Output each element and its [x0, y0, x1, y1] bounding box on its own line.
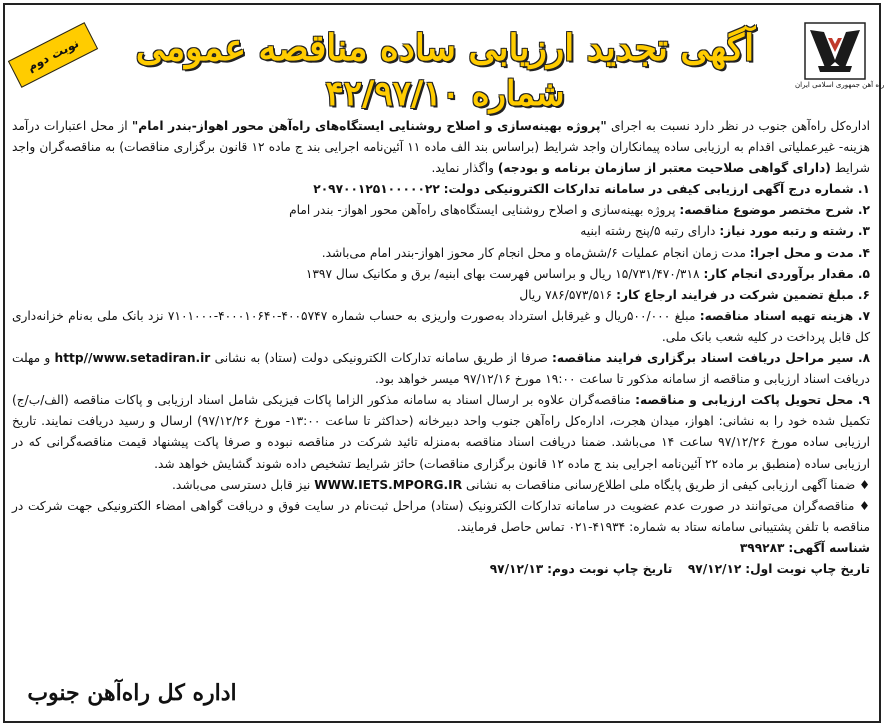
item-7: ۷. هزینه تهیه اسناد مناقصه: مبلغ ۵۰۰/۰۰۰ریال و غیرقابل استرداد به‌صورت واریزی به حساب شماره ۴۰۰۵۷۴۷-۴۰۰۰۱۰۶۴۰-۷۱۰۱۰۰۰ نزد بانک ملی به‌نام خزانه‌داری کل قابل پرداخت در کلیه شعب بانک ملی.: [12, 308, 871, 344]
item-4: ۴. مدت و محل اجرا: مدت زمان انجام عملیات ۶/شش‌ماه و محل انجام کار محوز اهواز-بندر امام می‌باشد.: [321, 245, 870, 260]
intro-text-3: واگذار نماید.: [431, 161, 494, 176]
ad-title: آگهی تجدید ارزیابی ساده مناقصه عمومی: [135, 27, 755, 69]
issuer-signature: اداره کل راه‌آهن جنوب: [27, 680, 237, 706]
print-dates: تاریخ چاپ نوبت اول: ۹۷/۱۲/۱۲ تاریخ چاپ نوبت دوم: ۹۷/۱۲/۱۳: [489, 561, 870, 576]
ad-identifier: شناسه آگهی: ۳۹۹۲۸۳: [739, 540, 870, 555]
item-3: ۳. رشته و رتبه مورد نیاز: دارای رتبه ۵/پنج رشته ابنیه: [580, 224, 870, 239]
note-2: ♦ مناقصه‌گران می‌توانند در صورت عدم عضویت در سامانه تدارکات الکترونیک (ستاد) مراحل ثبت‌نام در سایت فوق و دریافت گواهی امضاء الکترونیکی جهت شرکت در مناقصه با تلفن پشتیبانی سامانه ستاد به شماره: ۴۱۹۳۴-۰۲۱ تماس حاصل فرمایند.: [12, 498, 870, 534]
item-8: ۸. سیر مراحل دریافت اسناد برگزاری فرایند مناقصه: صرفا از طریق سامانه تدارکات الکترونیکی دولت (ستاد) به نشانی http//www.setadiran.ir و مهلت دریافت اسناد ارزیابی و مناقصه از سامانه مذکور تا ساعت ۱۹:۰۰ مورخ ۹۷/۱۲/۱۶ میسر خواهد بود.: [12, 351, 871, 387]
project-name: "پروژه بهینه‌سازی و اصلاح روشنایی ایستگاه‌های راه‌آهن محور اهواز-بندر امام": [131, 119, 607, 133]
ad-body: [12, 116, 870, 580]
item-2: ۲. شرح مختصر موضوع مناقصه: پروژه بهینه‌سازی و اصلاح روشنایی ایستگاه‌های راه‌آهن محور اهواز- بندر امام: [289, 203, 870, 218]
item-6: ۶. مبلغ تضمین شرکت در فرایند ارجاع کار: ۷۸۶/۵۷۳/۵۱۶ ریال: [519, 287, 870, 302]
setad-link[interactable]: http//www.setadiran.ir: [54, 351, 211, 366]
item-9: ۹. محل تحویل پاکت ارزیابی و مناقصه: مناقصه‌گران علاوه بر ارسال اسناد به سامانه مذکور الزاما پاکات فیزیکی شامل اسناد ارزیابی و پاکات مناقصه (الف/ب/ج) تکمیل شده خود را به نشانی: اهواز، میدان هجرت، اداره‌کل راه‌آهن جنوب واحد دبیرخانه (حداکثر تا ساعت ۱۳:۰۰- مورخ ۹۷/۱۲/۲۶) ارسال و رسید دریافت نمایند. تاریخ ارزیابی ساده مورخ ۹۷/۱۲/۲۶ ساعت ۱۴ می‌باشد. ضمنا دریافت اسناد مناقصه به‌منزله تائید شرکت در مناقصه نبوده و صرفا پاکت پیشنهاد قیمت مناقصه‌گرانی که در ارزیابی ساده (منطبق بر ماده ۲۲ آئین‌نامه اجرایی بند ج ماده ۱۲ قانون برگزاری مناقصات) حائز شرایط تشخیص داده شوند گشایش خواهد شد.: [12, 393, 871, 471]
intro-text: اداره‌کل راه‌آهن جنوب در نظر دارد نسبت به اجرای: [611, 119, 871, 133]
intro-text-2: از محل اعتبارات درآمد هزینه- غیرعملیاتی اقدام به ارزیابی ساده پیمانکاران واجد شرایط (براساس بند الف ماده ۱۱ آئین‌نامه اجرایی بند ج ماده ۱۲ قانون برگزاری مناقصات) به مناقصه‌گران واجد شرایط: [12, 119, 870, 176]
ad-number: شماره ۴۲/۹۷/۱۰: [325, 74, 565, 114]
second-print-badge: نوبت دوم: [8, 22, 98, 88]
logo-caption: راه آهن جمهوری اسلامی ایران: [795, 81, 884, 89]
item-1: ۱. شماره درج آگهی ارزیابی کیفی در سامانه تدارکات الکترونیکی دولت: ۲۰۹۷۰۰۱۲۵۱۰۰۰۰۰۲۲: [313, 182, 870, 197]
item-5: ۵. مقدار برآوردی انجام کار: ۱۵/۷۳۱/۴۷۰/۳۱۸ ریال و براساس فهرست بهای ابنیه/ برق و مکانیک سال ۱۳۹۷: [305, 266, 870, 281]
organization-logo: [795, 22, 884, 98]
note-1: ♦ ضمنا آگهی ارزیابی کیفی از طریق پایگاه ملی اطلاع‌رسانی مناقصات به نشانی WWW.IETS.MPORG.IR نیز قابل دسترسی می‌باشد.: [172, 477, 870, 492]
intro-paragraph: [12, 116, 870, 179]
iets-link[interactable]: WWW.IETS.MPORG.IR: [314, 477, 463, 492]
setad-registration-number: ۲۰۹۷۰۰۱۲۵۱۰۰۰۰۰۲۲: [313, 182, 440, 197]
certificate-requirement: (دارای گواهی صلاحیت معتبر از سازمان برنامه و بودجه): [497, 161, 831, 176]
railway-emblem-icon: [804, 22, 866, 80]
